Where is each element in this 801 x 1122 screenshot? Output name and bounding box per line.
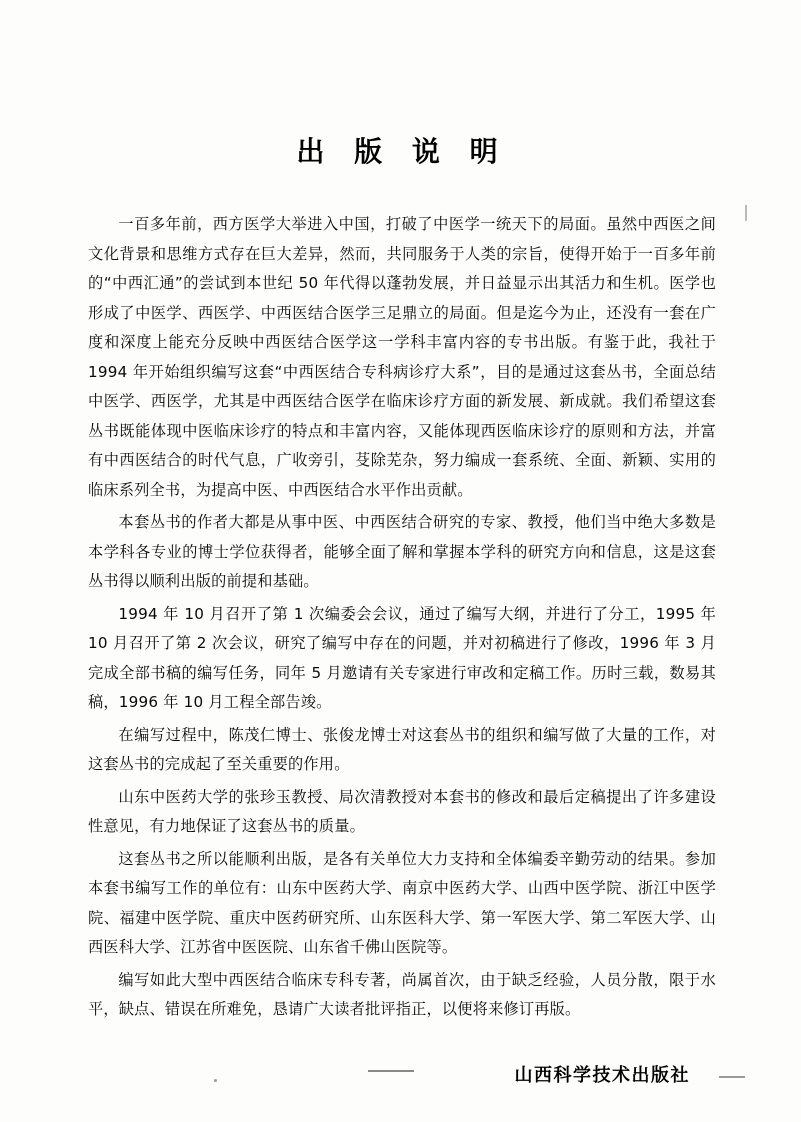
paragraph: 编写如此大型中西医结合临床专科专著，尚属首次，由于缺乏经验，人员分散，限于水平，缺点、错误在所难免，恳请广大读者批评指正，以便将来修订再版。 [88, 970, 716, 1018]
publisher-signature: 山西科学技术出版社 [514, 1064, 690, 1086]
footer-dash-mark [368, 1070, 414, 1072]
paragraph: 1994 年 10 月召开了第 1 次编委会会议，通过了编写大纲，并进行了分工，1995 年 10 月召开了第 2 次会议，研究了编写中存在的问题，并对初稿进行了修改，1996 年 3 月完成全部书稿的编写任务，同年 5 月邀请有关专家进行审改和定稿工作。历时三载，数易其稿，1996 年 10 月工程全部告竣。 [88, 604, 716, 711]
footer-speck-right [719, 1076, 745, 1078]
paragraph: 山东中医药大学的张珍玉教授、局次清教授对本套书的修改和最后定稿提出了许多建设性意见，有力地保证了这套丛书的质量。 [88, 787, 716, 835]
scan-speck [745, 205, 747, 221]
paragraph: 这套丛书之所以能顺利出版，是各有关单位大力支持和全体编委辛勤劳动的结果。参加本套书编写工作的单位有：山东中医药大学、南京中医药大学、山西中医学院、浙江中医学院、福建中医学院、重庆中医药研究所、山东医科大学、第一军医大学、第二军医大学、山西医科大学、江苏省中医医院、山东省千佛山医院等。 [88, 849, 716, 956]
paragraph: 本套丛书的作者大都是从事中医、中西医结合研究的专家、教授，他们当中绝大多数是本学科各专业的博士学位获得者，能够全面了解和掌握本学科的研究方向和信息，这是这套丛书得以顺利出版的前提和基础。 [88, 513, 716, 590]
footer-marks [0, 1070, 801, 1100]
footer-speck-left [214, 1079, 217, 1082]
paragraph: 一百多年前，西方医学大举进入中国，打破了中医学一统天下的局面。虽然中西医之间文化背景和思维方式存在巨大差异，然而，共同服务于人类的宗旨，使得开始于一百多年前的“中西汇通”的尝试到本世纪 50 年代得以蓬勃发展，并日益显示出其活力和生机。医学也形成了中医学、西医学、中西医结合医学三足鼎立的局面。但是迄今为止，还没有一套在广度和深度上能充分反映中西医结合医学这一学科丰富内容的专书出版。有鉴于此，我社于 1994 年开始组织编写这套“中西医结合专科病诊疗大系”，目的是通过这套丛书，全面总结中医学、西医学，尤其是中西医结合医学在临床诊疗方面的新发展、新成就。我们希望这套丛书既能体现中医临床诊疗的特点和丰富内容，又能体现西医临床诊疗的原则和方法，并富有中西医结合的时代气息，广收旁引，芟除芜杂，努力编成一套系统、全面、新颖、实用的临床系列全书，为提高中医、中西医结合水平作出贡献。 [88, 215, 716, 499]
document-body [88, 130, 716, 1087]
paragraph: 在编写过程中，陈茂仁博士、张俊龙博士对这套丛书的组织和编写做了大量的工作，对这套丛书的完成起了至关重要的作用。 [88, 725, 716, 773]
page-title: 出 版 说 明 [296, 135, 508, 168]
